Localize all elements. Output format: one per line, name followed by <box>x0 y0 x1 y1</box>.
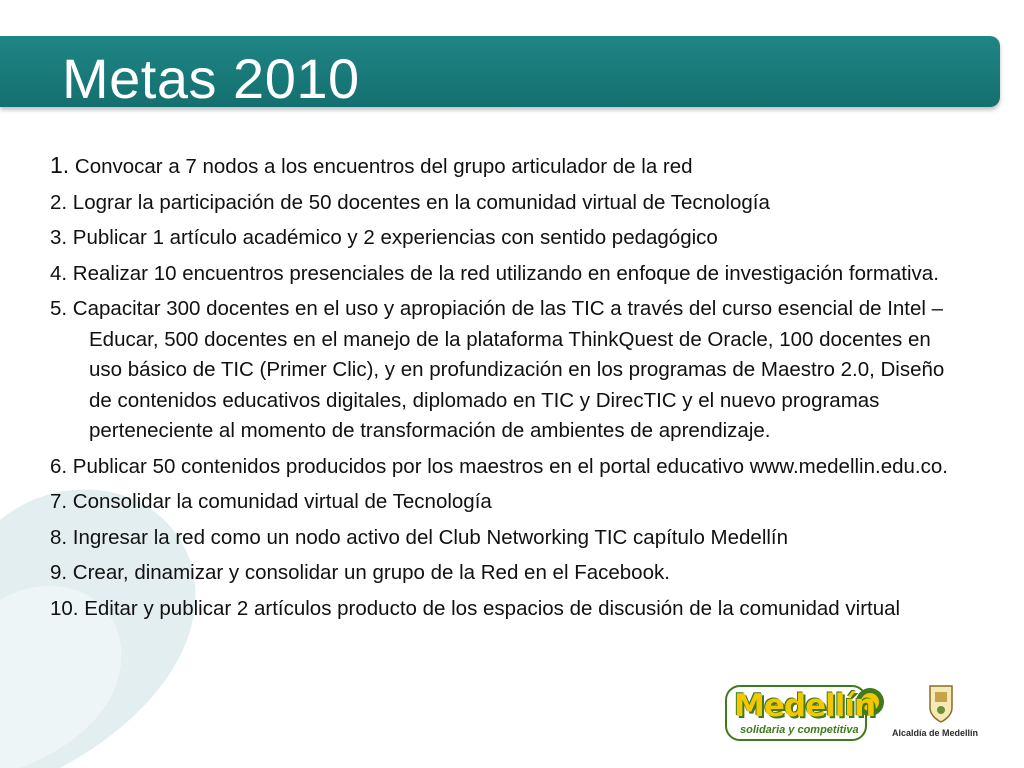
goal-number: 10. <box>50 596 79 620</box>
seal-caption: Alcaldía de Medellín <box>892 728 979 738</box>
goal-text: Publicar 50 contenidos producidos por los maestros en el portal educativo www.medellin.edu.co. <box>67 454 948 478</box>
goal-number: 9. <box>50 561 68 584</box>
goal-item <box>50 223 965 254</box>
goal-text: Consolidar la comunidad virtual de Tecnología <box>67 490 492 513</box>
goal-number: 8. <box>50 525 68 549</box>
goal-number: 7. <box>50 490 68 513</box>
goal-item <box>50 259 965 290</box>
goal-item <box>50 452 965 483</box>
goal-item <box>50 294 965 447</box>
goal-text: Editar y publicar 2 artículos producto de los espacios de discusión de la comunidad virtual <box>78 596 901 620</box>
goal-number: 5. <box>50 297 68 320</box>
goal-number: 1. <box>50 152 70 178</box>
goal-item <box>50 558 965 589</box>
goal-text: Lograr la participación de 50 docentes en la comunidad virtual de Tecnología <box>67 190 770 214</box>
goal-text: Realizar 10 encuentros presenciales de la red utilizando en enfoque de investigación formativa. <box>67 261 939 285</box>
goal-number: 2. <box>50 190 68 214</box>
goals-list <box>50 150 965 629</box>
goal-item <box>50 150 965 183</box>
slide-title: Metas 2010 <box>62 47 360 110</box>
goal-text: Convocar a 7 nodos a los encuentros del grupo articulador de la red <box>69 155 693 178</box>
goal-text: Ingresar la red como un nodo activo del Club Networking TIC capítulo Medellín <box>67 525 789 549</box>
medellin-logo <box>724 682 889 744</box>
city-seal-icon <box>928 684 954 724</box>
goal-number: 4. <box>50 261 68 285</box>
goal-number: 3. <box>50 226 68 249</box>
goal-text: Capacitar 300 docentes en el uso y apropiación de las TIC a través del curso esencial de Intel – Educar, 500 docentes en el manejo de la plataforma ThinkQuest de Oracle, 100 docentes en uso básico de TIC (Primer Clic), y en profundización en los programas de Maestro 2.0, Diseño de contenidos educativos digitales, diplomado en TIC y DirecTIC y el nuevo programas perteneciente al momento de transformación de ambientes de aprendizaje. <box>67 297 945 442</box>
goal-item <box>50 523 965 554</box>
goal-item <box>50 188 965 219</box>
goal-text: Publicar 1 artículo académico y 2 experiencias con sentido pedagógico <box>67 226 718 249</box>
goal-item <box>50 594 965 625</box>
logo-tagline: solidaria y competitiva <box>740 724 859 736</box>
goal-number: 6. <box>50 454 68 478</box>
goal-text: Crear, dinamizar y consolidar un grupo de la Red en el Facebook. <box>67 561 670 584</box>
goal-item <box>50 487 965 518</box>
logo-wordmark: Medellín <box>734 688 876 724</box>
